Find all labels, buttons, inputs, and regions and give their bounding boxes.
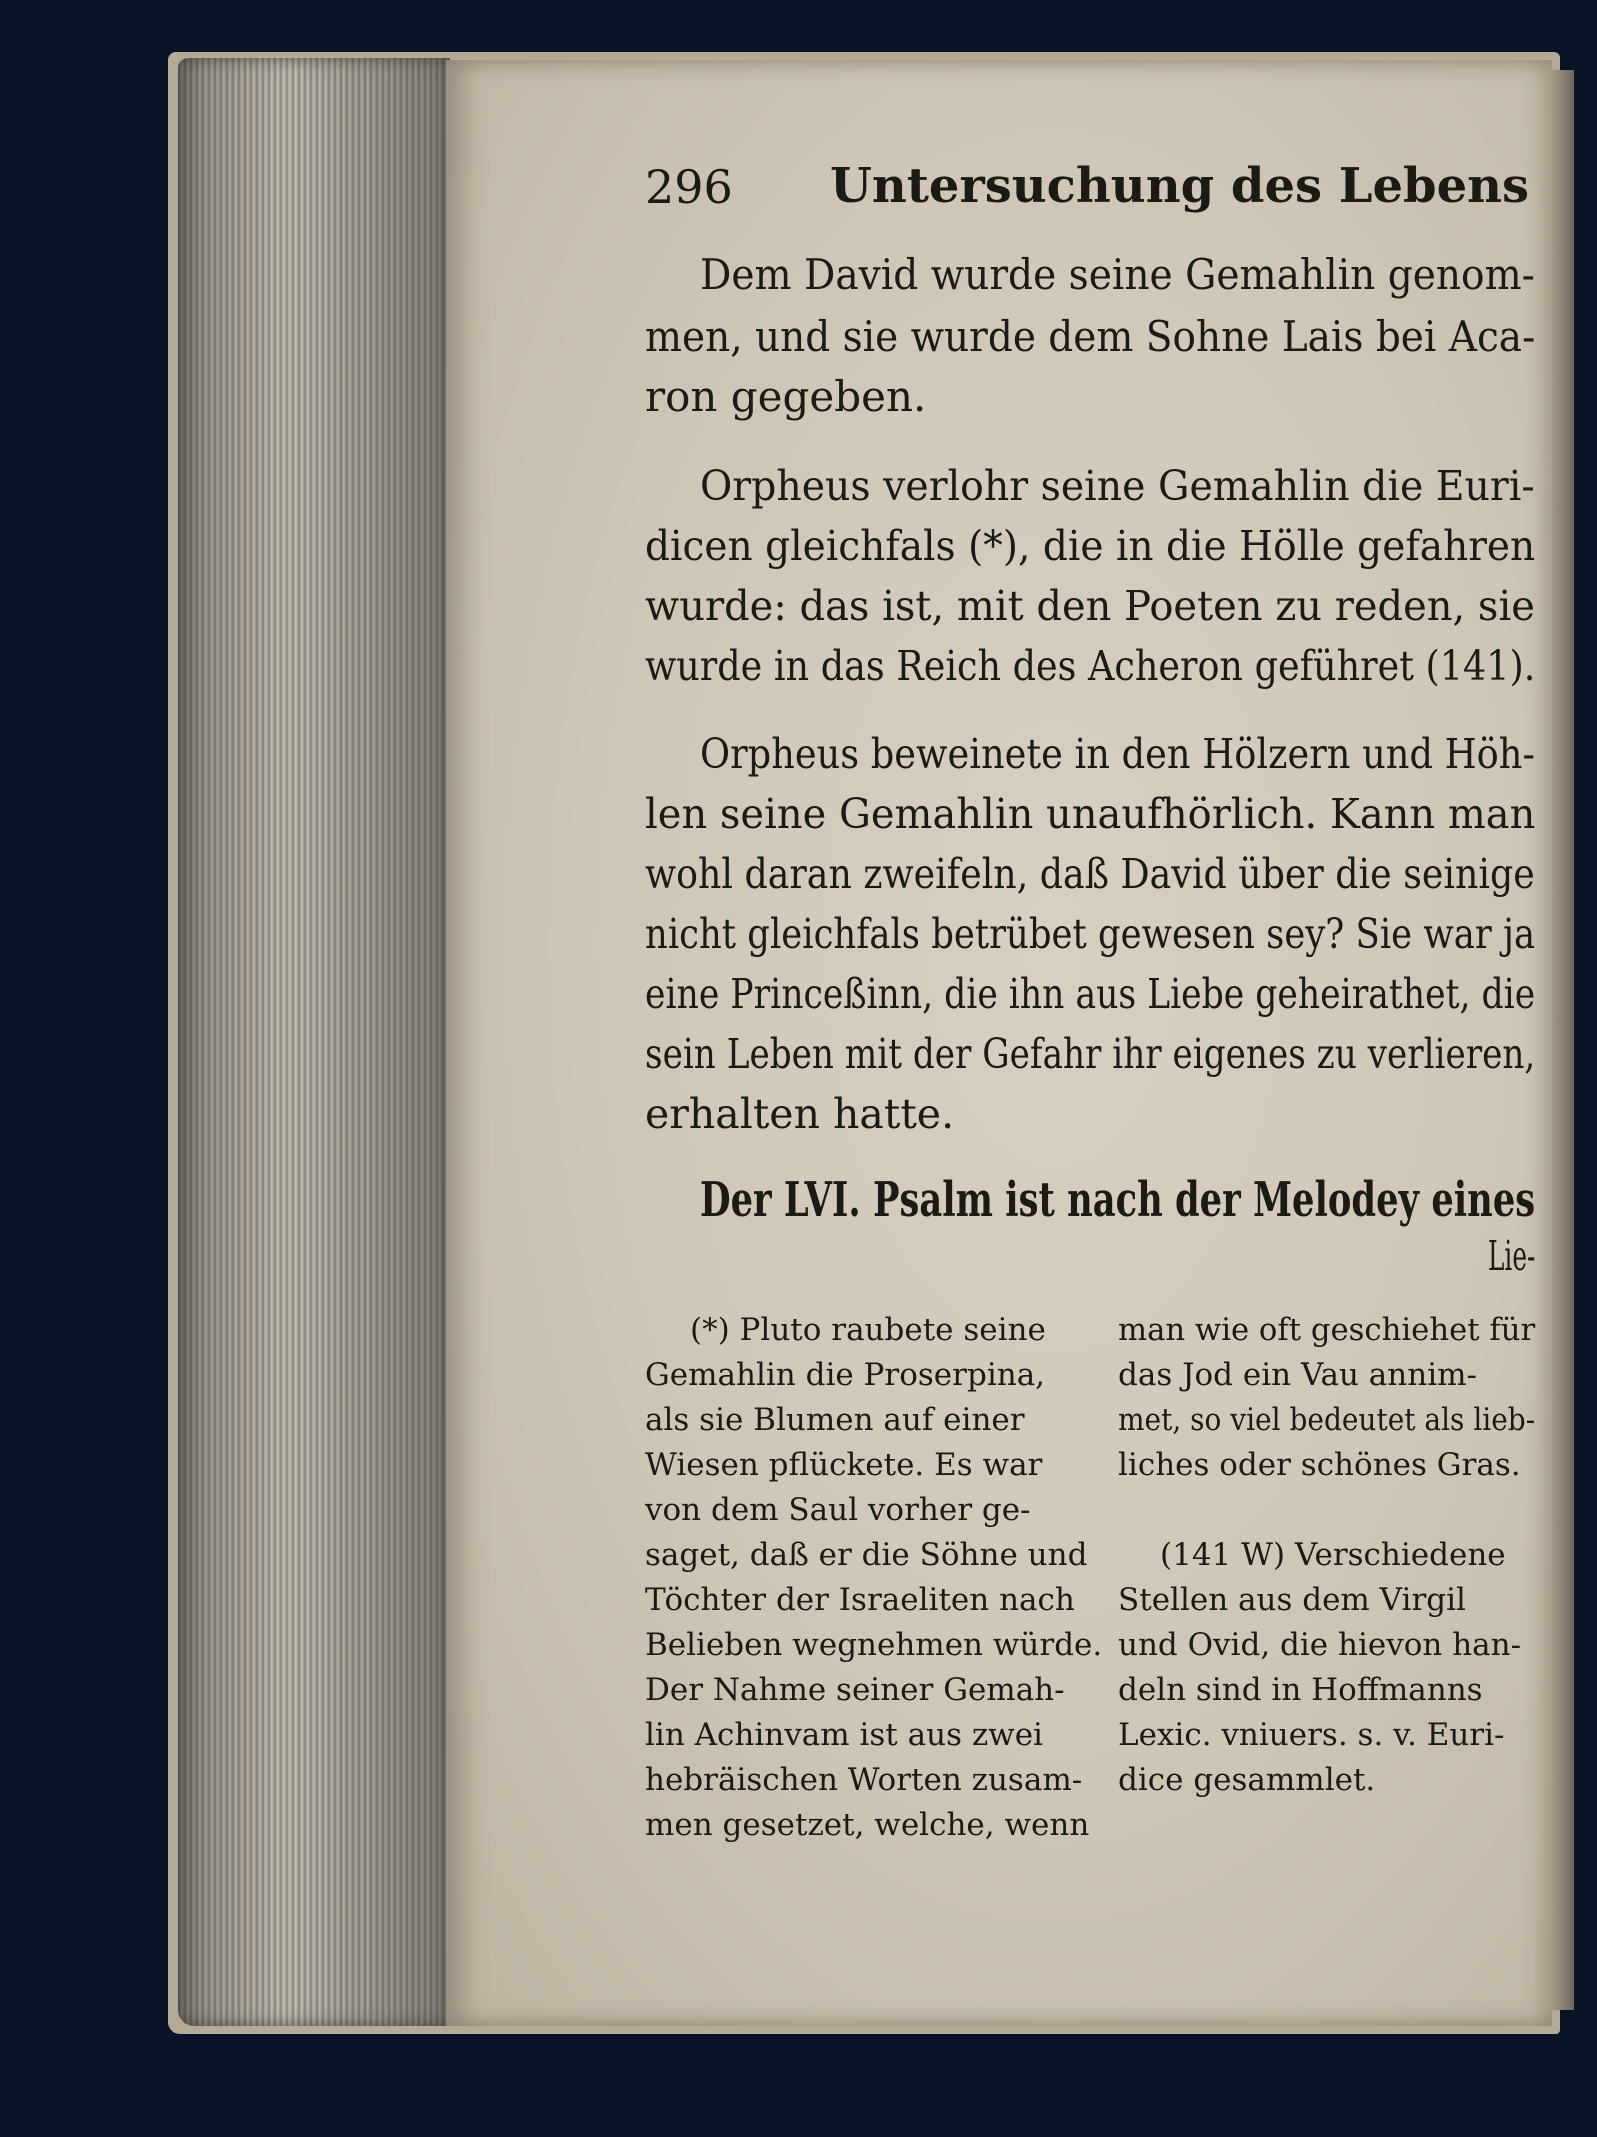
text-line: eine Princeßinn, die ihn aus Liebe geheirathet, die	[645, 970, 1536, 1018]
footnote-left-line: von dem Saul vorher ge-	[645, 1492, 1031, 1528]
text-line: ron gegeben.	[645, 372, 927, 421]
footnote-left-line: Wiesen pflückete. Es war	[645, 1447, 1043, 1483]
footnote-left-line: als sie Blumen auf einer	[645, 1402, 1025, 1438]
footnote-right-line: (141 W) Verschiedene	[1160, 1537, 1506, 1573]
text-line: Orpheus verlohr seine Gemahlin die Euri-	[700, 462, 1535, 510]
footnote-right-line: das Jod ein Vau annim-	[1118, 1357, 1477, 1393]
text-line: dicen gleichfals (*), die in die Hölle gefahren	[645, 522, 1536, 570]
text-line: Dem David wurde seine Gemahlin genom-	[700, 250, 1535, 299]
footnote-right-line: met, so viel bedeutet als lieb-	[1118, 1402, 1536, 1438]
text-line: wohl daran zweifeln, daß David über die seinige	[645, 850, 1535, 898]
footnote-left-line: saget, daß er die Söhne und	[645, 1537, 1088, 1573]
footnote-left-line: (*) Pluto raubete seine	[690, 1312, 1046, 1348]
footnote-left-line: Der Nahme seiner Gemah-	[645, 1672, 1065, 1708]
footnote-left-line: Belieben wegnehmen würde.	[645, 1627, 1103, 1663]
text-line: men, und sie wurde dem Sohne Lais bei Aca-	[645, 312, 1536, 361]
text-line: sein Leben mit der Gefahr ihr eigenes zu verlieren,	[645, 1030, 1536, 1078]
text-line: wurde in das Reich des Acheron geführet (141).	[645, 642, 1536, 690]
footnote-right-line: man wie oft geschiehet für	[1118, 1312, 1536, 1348]
footnote-left-line: men gesetzet, welche, wenn	[645, 1807, 1090, 1843]
text-line: nicht gleichfals betrübet gewesen sey? Sie war ja	[645, 910, 1536, 958]
footnote-left-line: hebräischen Worten zusam-	[645, 1762, 1083, 1798]
footnote-left-line: lin Achinvam ist aus zwei	[645, 1717, 1043, 1753]
footnote-left-line: Gemahlin die Proserpina,	[645, 1357, 1046, 1393]
running-title: Untersuchung des Lebens	[830, 158, 1530, 214]
text-line: len seine Gemahlin unaufhörlich. Kann man	[645, 790, 1536, 838]
footnote-right-line: und Ovid, die hievon han-	[1118, 1627, 1522, 1663]
text-line: erhalten hatte.	[645, 1090, 955, 1138]
footnote-right-line: liches oder schönes Gras.	[1118, 1447, 1521, 1483]
footnote-right-line: deln sind in Hoffmanns	[1118, 1672, 1483, 1708]
footnote-left-line: Töchter der Israeliten nach	[645, 1582, 1075, 1618]
section-heading: Der LVI. Psalm ist nach der Melodey eines	[700, 1172, 1536, 1228]
page-number: 296	[645, 160, 733, 214]
page-right-edge	[1552, 70, 1574, 2010]
page-edges-shade	[178, 58, 450, 2026]
catchword: Lie-	[1488, 1232, 1536, 1280]
footnote-right-line: dice gesammlet.	[1118, 1762, 1376, 1798]
footnote-right-line: Stellen aus dem Virgil	[1118, 1582, 1466, 1618]
text-line: Orpheus beweinete in den Hölzern und Höh-	[700, 730, 1535, 778]
text-line: wurde: das ist, mit den Poeten zu reden, sie	[645, 582, 1535, 630]
footnote-right-line: Lexic. vniuers. s. v. Euri-	[1118, 1717, 1505, 1753]
